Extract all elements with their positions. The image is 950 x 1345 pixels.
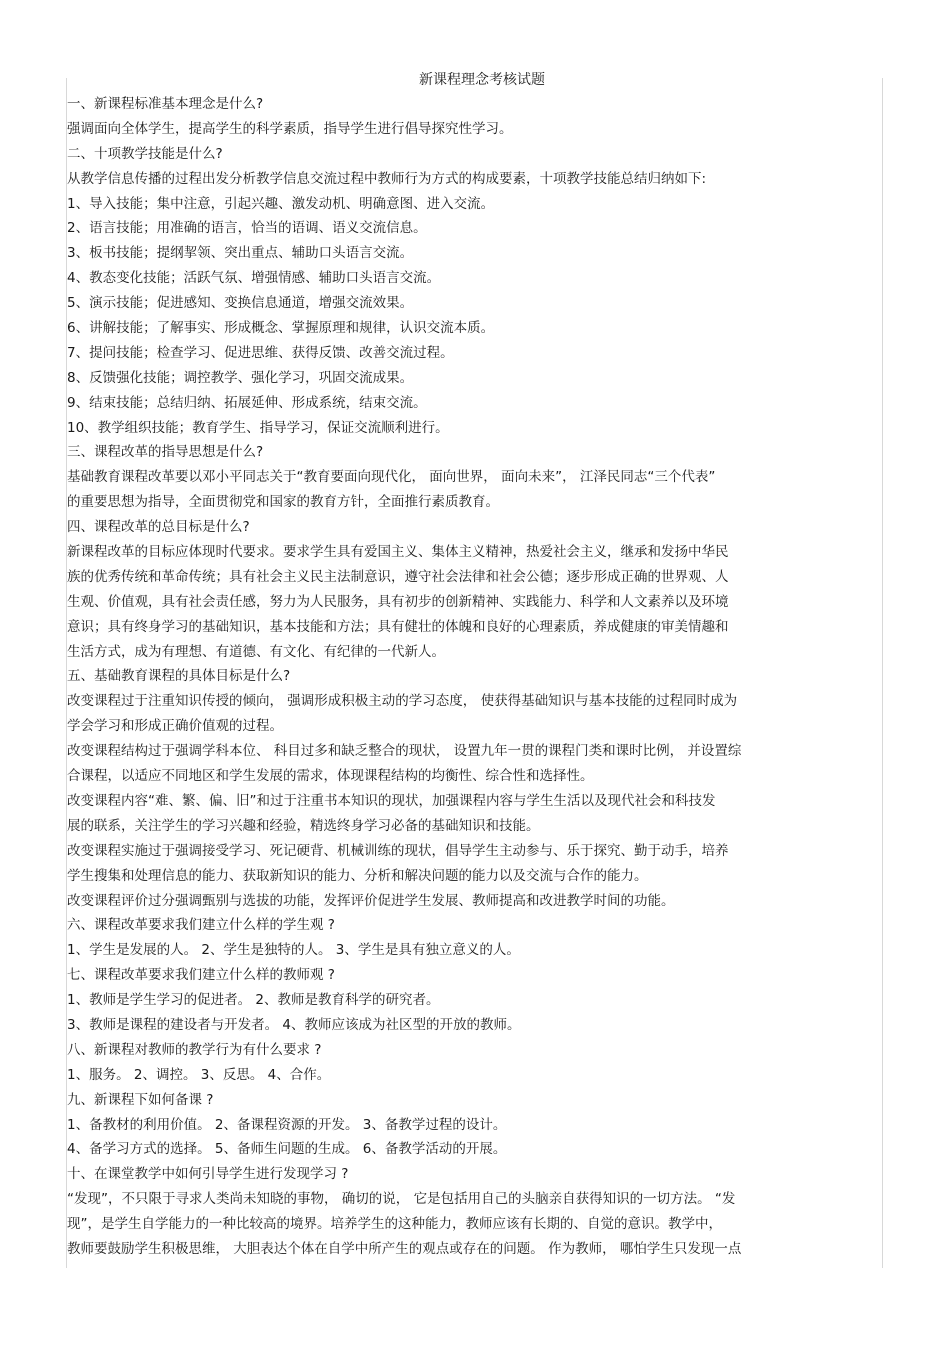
- text-line: 4、备学习方式的选择。 5、备师生问题的生成。 6、备教学活动的开展。: [67, 1141, 507, 1158]
- text-line: 4、教态变化技能；活跃气氛、增强情感、辅助口头语言交流。: [67, 270, 441, 287]
- text-line: 八、新课程对教师的教学行为有什么要求 ?: [67, 1041, 322, 1058]
- text-line: “发现”，不只限于寻求人类尚未知晓的事物， 确切的说， 它是包括用自己的头脑亲自获得知识的一切方法。 “发: [67, 1191, 736, 1208]
- text-line: 的重要思想为指导，全面贯彻党和国家的教育方针，全面推行素质教育。: [67, 494, 499, 511]
- text-line: 生活方式，成为有理想、有道德、有文化、有纪律的一代新人。: [67, 643, 445, 660]
- text-line: 1、教师是学生学习的促进者。 2、教师是教育科学的研究者。: [67, 992, 440, 1009]
- text-line: 生观、价值观，具有社会责任感，努力为人民服务，具有初步的创新精神、实践能力、科学和人文素养以及环境: [67, 593, 729, 610]
- text-line: 合课程，以适应不同地区和学生发展的需求，体现课程结构的均衡性、综合性和选择性。: [67, 768, 594, 785]
- document-lines: [67, 92, 887, 1262]
- text-line: 四、课程改革的总目标是什么?: [67, 519, 250, 536]
- text-line: 族的优秀传统和革命传统；具有社会主义民主法制意识，遵守社会法律和社会公德；逐步形成正确的世界观、人: [67, 568, 729, 585]
- text-line: 1、备教材的利用价值。 2、备课程资源的开发。 3、备教学过程的设计。: [67, 1116, 507, 1133]
- text-line: 基础教育课程改革要以邓小平同志关于“教育要面向现代化， 面向世界， 面向未来”， 江泽民同志“三个代表”: [67, 469, 716, 486]
- text-line: 改变课程结构过于强调学科本位、 科目过多和缺乏整合的现状， 设置九年一贯的课程门类和课时比例， 并设置综: [67, 743, 742, 760]
- text-line: 学生搜集和处理信息的能力、获取新知识的能力、分析和解决问题的能力以及交流与合作的能力。: [67, 867, 648, 884]
- text-line: 改变课程过于注重知识传授的倾向， 强调形成积极主动的学习态度， 使获得基础知识与基本技能的过程同时成为: [67, 693, 738, 710]
- text-line: 意识；具有终身学习的基础知识，基本技能和方法；具有健壮的体魄和良好的心理素质，养成健康的审美情趣和: [67, 618, 729, 635]
- text-line: 三、课程改革的指导思想是什么?: [67, 444, 264, 461]
- text-line: 10、教学组织技能；教育学生、指导学习，保证交流顺利进行。: [67, 419, 449, 436]
- text-line: 3、教师是课程的建设者与开发者。 4、教师应该成为社区型的开放的教师。: [67, 1016, 521, 1033]
- text-line: 7、提问技能；检查学习、促进思维、获得反馈、改善交流过程。: [67, 344, 454, 361]
- text-line: 改变课程实施过于强调接受学习、死记硬背、机械训练的现状，倡导学生主动参与、乐于探究、勤于动手，培养: [67, 842, 729, 859]
- text-line: 十、在课堂教学中如何引导学生进行发现学习 ?: [67, 1166, 349, 1183]
- text-line: 3、板书技能；提纲挈领、突出重点、辅助口头语言交流。: [67, 245, 414, 262]
- text-line: 学会学习和形成正确价值观的过程。: [67, 718, 283, 735]
- text-line: 九、新课程下如何备课 ?: [67, 1091, 214, 1108]
- text-line: 教师要鼓励学生积极思维， 大胆表达个体在自学中所产生的观点或存在的问题。 作为教师， 哪怕学生只发现一点: [67, 1240, 742, 1257]
- text-line: 2、语言技能；用准确的语言，恰当的语调、语义交流信息。: [67, 220, 427, 237]
- text-line: 1、服务。 2、调控。 3、反思。 4、合作。: [67, 1066, 331, 1083]
- text-line: 1、导入技能；集中注意，引起兴趣、激发动机、明确意图、进入交流。: [67, 195, 495, 212]
- text-line: 新课程改革的目标应体现时代要求。要求学生具有爱国主义、集体主义精神，热爱社会主义，继承和发扬中华民: [67, 544, 729, 561]
- text-line: 六、课程改革要求我们建立什么样的学生观 ?: [67, 917, 335, 934]
- document-title: 新课程理念考核试题: [419, 72, 545, 88]
- text-line: 现”，是学生自学能力的一种比较高的境界。培养学生的这种能力，教师应该有长期的、自觉的意识。教学中，: [67, 1216, 722, 1233]
- text-line: 9、结束技能；总结归纳、拓展延伸、形成系统，结束交流。: [67, 394, 427, 411]
- text-line: 从教学信息传播的过程出发分析教学信息交流过程中教师行为方式的构成要素，十项教学技能总结归纳如下:: [67, 170, 707, 187]
- text-line: 七、课程改革要求我们建立什么样的教师观 ?: [67, 967, 335, 984]
- text-line: 1、学生是发展的人。 2、学生是独特的人。 3、学生是具有独立意义的人。: [67, 942, 520, 959]
- text-line: 6、讲解技能；了解事实、形成概念、掌握原理和规律，认识交流本质。: [67, 320, 495, 337]
- text-line: 五、基础教育课程的具体目标是什么?: [67, 668, 291, 685]
- text-line: 5、演示技能；促进感知、变换信息通道，增强交流效果。: [67, 295, 414, 312]
- text-line: 改变课程评价过分强调甄别与选拔的功能，发挥评价促进学生发展、教师提高和改进教学时间的功能。: [67, 892, 675, 909]
- text-line: 一、新课程标准基本理念是什么?: [67, 96, 264, 112]
- text-line: 展的联系，关注学生的学习兴趣和经验，精选终身学习必备的基础知识和技能。: [67, 817, 540, 834]
- text-line: 强调面向全体学生，提高学生的科学素质，指导学生进行倡导探究性学习。: [67, 120, 513, 137]
- text-line: 二、十项教学技能是什么?: [67, 145, 223, 162]
- text-line: 8、反馈强化技能；调控教学、强化学习，巩固交流成果。: [67, 369, 414, 386]
- document-body: [67, 68, 887, 1262]
- text-line: 改变课程内容“难、繁、偏、旧”和过于注重书本知识的现状，加强课程内容与学生生活以及现代社会和科技发: [67, 792, 716, 809]
